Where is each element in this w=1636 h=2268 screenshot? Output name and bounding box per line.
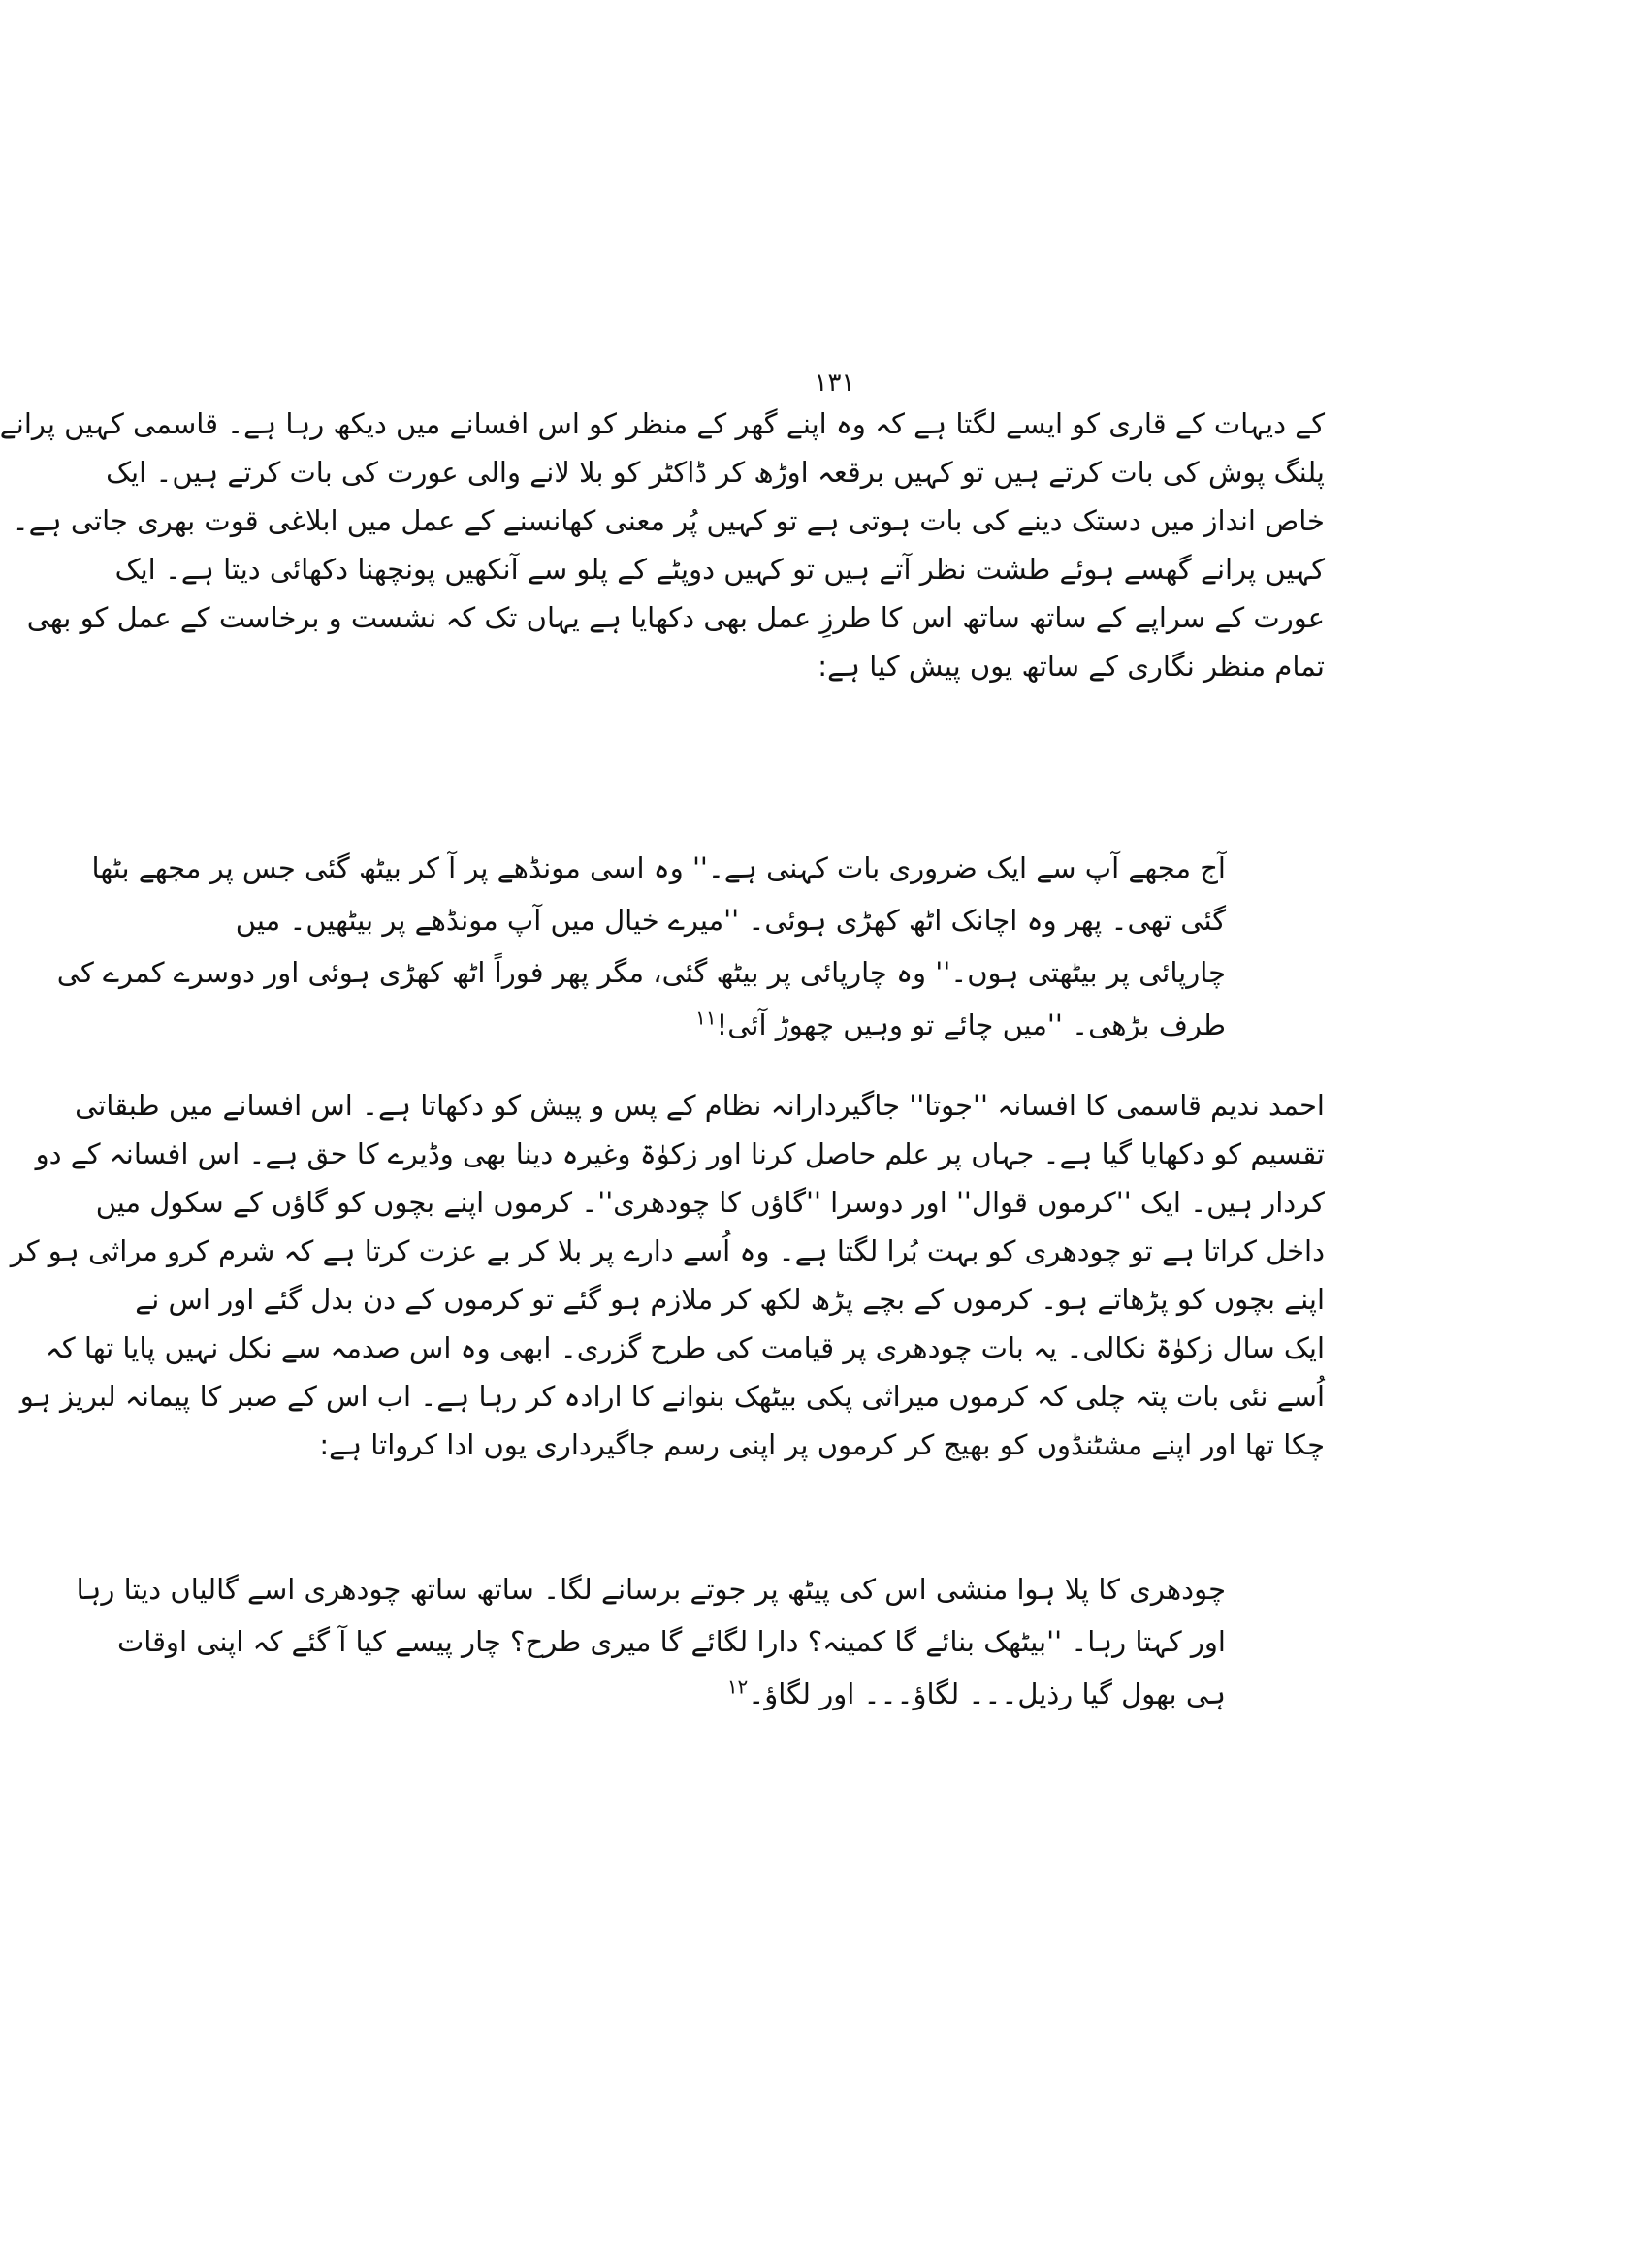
quote-line bbox=[382, 1668, 1226, 1720]
block-quote bbox=[56, 842, 1226, 1051]
paragraph-line: داخل کراتا ہے تو چودھری کو بہت بُرا لگتا ہے۔ وہ اُسے دارے پر بلا کر بے عزت کرتا ہے کہ شرم کرو مراثی ہو کر bbox=[10, 1234, 1325, 1267]
quote-line bbox=[382, 999, 1226, 1051]
paragraph-line: کردار ہیں۔ ایک ''کرموں قوال'' اور دوسرا ''گاؤں کا چودھری''۔ کرموں اپنے بچوں کو گاؤں کے سکول میں bbox=[95, 1186, 1325, 1219]
footnote-reference: ۱۲ bbox=[726, 1675, 749, 1699]
body-paragraph bbox=[10, 1081, 1325, 1469]
quote-line: اور کہتا رہا۔ ''بیٹھک بنائے گا کمینہ؟ دارا لگائے گا میری طرح؟ چار پیسے کیا آ گئے کہ اپنی اوقات bbox=[116, 1625, 1226, 1658]
body-paragraph bbox=[0, 399, 1325, 690]
paragraph-line: کہیں پرانے گھسے ہوئے طشت نظر آتے ہیں تو کہیں دوپٹے کے پلو سے آنکھیں پونچھنا دکھائی دیتا ہے۔ ایک bbox=[114, 553, 1325, 586]
block-quote bbox=[76, 1563, 1226, 1720]
paragraph-line: عورت کے سراپے کے ساتھ ساتھ اس کا طرزِ عمل بھی دکھایا ہے یہاں تک کہ نشست و برخاست کے عمل کو بھی bbox=[26, 601, 1325, 634]
quote-line: چودھری کا پلا ہوا منشی اس کی پیٹھ پر جوتے برسانے لگا۔ ساتھ ساتھ چودھری اسے گالیاں دیتا رہا bbox=[76, 1573, 1226, 1606]
paragraph-line: اُسے نئی بات پتہ چلی کہ کرموں میراثی پکی بیٹھک بنوانے کا ارادہ کر رہا ہے۔ اب اس کے صبر کا پیمانہ لبریز ہو bbox=[19, 1380, 1325, 1413]
quote-line: آج مجھے آپ سے ایک ضروری بات کہنی ہے۔'' وہ اسی مونڈھے پر آ کر بیٹھ گئی جس پر مجھے بٹھا bbox=[91, 851, 1226, 884]
paragraph-line: ایک سال زکوٰۃ نکالی۔ یہ بات چودھری پر قیامت کی طرح گزری۔ ابھی وہ اس صدمہ سے نکل نہیں پایا تھا کہ bbox=[45, 1331, 1325, 1364]
paragraph-line: احمد ندیم قاسمی کا افسانہ ''جوتا'' جاگیردارانہ نظام کے پس و پیش کو دکھاتا ہے۔ اس افسانے میں طبقاتی bbox=[75, 1089, 1325, 1122]
quote-line-text: طرف بڑھی۔ ''میں چائے تو وہیں چھوڑ آئی! bbox=[716, 1008, 1226, 1041]
quote-line: گئی تھی۔ پھر وہ اچانک اٹھ کھڑی ہوئی۔ ''میرے خیال میں آپ مونڈھے پر بیٹھیں۔ میں bbox=[235, 904, 1226, 937]
page-number: ۱۳۱ bbox=[814, 368, 855, 398]
paragraph-line: چکا تھا اور اپنے مشٹنڈوں کو بھیج کر کرموں پر اپنی رسم جاگیرداری یوں ادا کرواتا ہے: bbox=[319, 1428, 1325, 1461]
footnote-reference: ۱۱ bbox=[695, 1006, 717, 1030]
paragraph-line: اپنے بچوں کو پڑھاتے ہو۔ کرموں کے بچے پڑھ لکھ کر ملازم ہو گئے تو کرموں کے دن بدل گئے اور اس نے bbox=[135, 1283, 1325, 1316]
paragraph-line: تمام منظر نگاری کے ساتھ یوں پیش کیا ہے: bbox=[818, 650, 1325, 683]
paragraph-line: خاص انداز میں دستک دینے کی بات ہوتی ہے تو کہیں پُر معنی کھانسنے کے عمل میں ابلاغی قوت بھری جاتی ہے۔ bbox=[12, 504, 1325, 537]
quote-line: چارپائی پر بیٹھتی ہوں۔'' وہ چارپائی پر بیٹھ گئی، مگر پھر فوراً اٹھ کھڑی ہوئی اور دوسرے کمرے کی bbox=[56, 956, 1226, 989]
paragraph-line: تقسیم کو دکھایا گیا ہے۔ جہاں پر علم حاصل کرنا اور زکوٰۃ وغیرہ دینا بھی وڈیرے کا حق ہے۔ اس افسانہ کے دو bbox=[35, 1137, 1325, 1170]
paragraph-line: پلنگ پوش کی بات کرتے ہیں تو کہیں برقعہ اوڑھ کر ڈاکٹر کو بلا لانے والی عورت کی بات کرتے ہیں۔ ایک bbox=[106, 456, 1325, 489]
quote-line-text: ہی بھول گیا رذیل۔۔۔ لگاؤ۔۔۔ اور لگاؤ۔ bbox=[748, 1677, 1226, 1710]
paragraph-line: کے دیہات کے قاری کو ایسے لگتا ہے کہ وہ اپنے گھر کے منظر کو اس افسانے میں دیکھ رہا ہے۔ قاسمی کہیں پرانے bbox=[0, 407, 1325, 440]
